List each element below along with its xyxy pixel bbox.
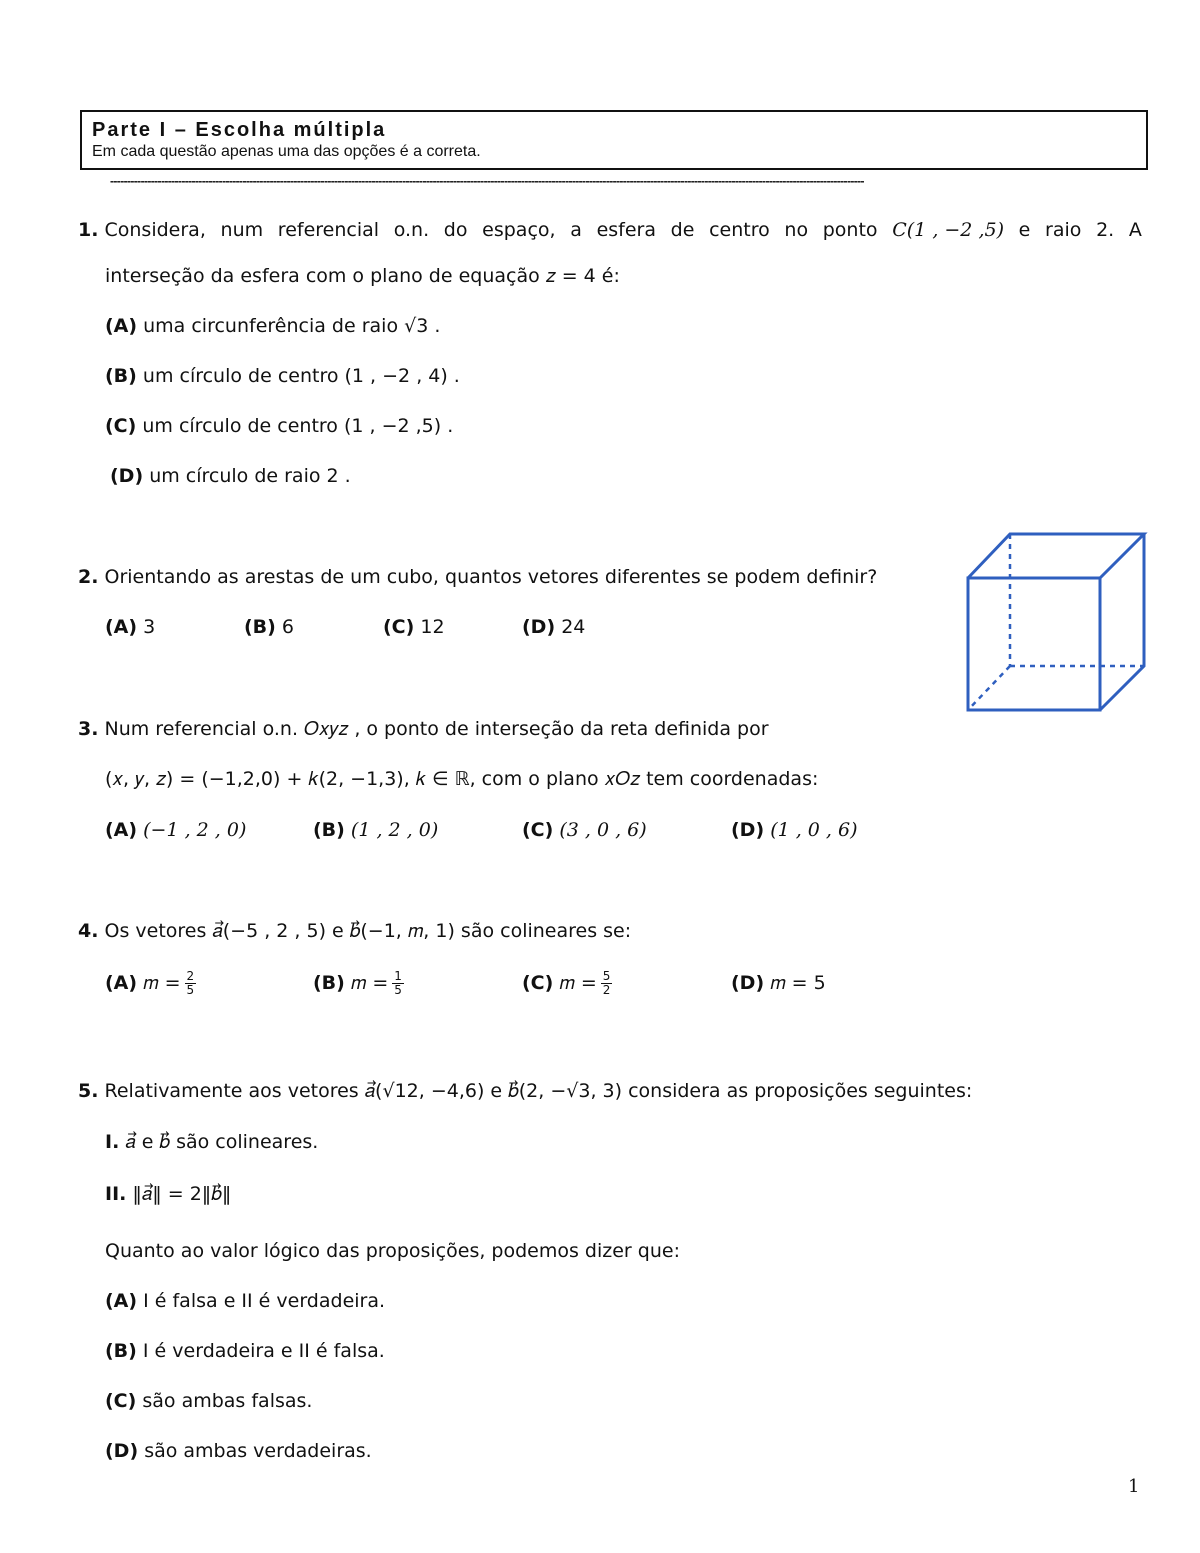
word: num [220,219,264,241]
option-letter: (D) [522,616,556,638]
page-number: 1 [1128,1476,1140,1497]
option-text: 3 [143,616,156,638]
option-text: um círculo de centro (1 , −2 ,5) . [142,415,454,437]
option-text: (1 , 2 , 0) [350,819,439,841]
fraction-denominator: 5 [186,983,195,997]
option-a[interactable] [105,1288,385,1314]
option-letter: (A) [105,315,138,337]
option-d[interactable] [731,817,858,843]
cube-right-edges [1100,534,1144,710]
question-text: Num referencial o.n. 𝑂𝑥𝑦𝑧 , o ponto de interseção da reta definida por [104,718,769,740]
option-text: são ambas falsas. [142,1390,313,1412]
cube-top-edges [968,534,1144,578]
word: esfera [596,219,656,241]
word: Considera, [104,219,206,241]
option-letter: (D) [110,465,144,487]
proposition-text: 𝑎⃗ e 𝑏⃗ são colineares. [125,1131,319,1153]
option-letter: (A) [105,819,138,841]
word: A [1128,219,1142,241]
word: a [570,219,582,241]
option-c[interactable] [105,413,453,439]
question-4-stem [78,918,631,944]
question-5-stem [78,1078,972,1104]
fraction-denominator: 2 [602,983,611,997]
option-text: (3 , 0 , 6) [559,819,647,841]
word: centro [709,219,770,241]
fraction [185,970,197,997]
option-b[interactable] [244,614,294,640]
option-letter: (B) [313,972,345,994]
option-letter: (D) [731,819,765,841]
word: de [670,219,695,241]
option-d[interactable] [731,970,826,996]
option-text: um círculo de raio 2 . [149,465,351,487]
proposition-text: ‖𝑎⃗‖ = 2‖𝑏⃗‖ [132,1183,232,1205]
option-b[interactable] [105,1338,385,1364]
option-text: (−1 , 2 , 0) [143,819,247,841]
proposition-2 [105,1181,231,1207]
proposition-label: I. [105,1131,120,1153]
option-letter: (A) [105,972,138,994]
fraction [601,970,613,997]
question-number: 3. [78,718,99,740]
question-number: 4. [78,920,99,942]
math-point: 𝐶(1 , −2 ,5) [892,219,1004,241]
word: e [1018,219,1031,241]
option-c[interactable] [383,614,445,640]
word: referencial [277,219,380,241]
cube-edges [968,534,1144,710]
question-number: 5. [78,1080,99,1102]
question-1-line-2: interseção da esfera com o plano de equação 𝑧 = 4 é: [105,265,620,287]
word: raio [1045,219,1082,241]
option-lhs: 𝑚 = [143,972,181,994]
option-text: I é falsa e II é verdadeira. [143,1290,386,1312]
proposition-label: II. [105,1183,127,1205]
word: o.n. [393,219,430,241]
option-c[interactable] [522,817,647,843]
option-text: um círculo de centro (1 , −2 , 4) . [142,365,460,387]
option-letter: (C) [105,415,137,437]
option-lhs: 𝑚 = 5 [770,972,826,994]
option-lhs: 𝑚 = [559,972,597,994]
option-letter: (B) [313,819,345,841]
question-5-prompt: Quanto ao valor lógico das proposições, podemos dizer que: [105,1240,680,1262]
proposition-1 [105,1129,318,1155]
option-letter: (A) [105,616,138,638]
question-number: 1. [78,219,99,241]
fraction [392,970,404,997]
option-text: 6 [281,616,294,638]
word: no [784,219,809,241]
word: 2. [1096,219,1115,241]
word: espaço, [482,219,556,241]
word: ponto [822,219,878,241]
option-c[interactable] [105,1388,312,1414]
option-letter: (A) [105,1290,138,1312]
question-text: Orientando as arestas de um cubo, quantos vetores diferentes se podem definir? [104,566,878,588]
question-1-line-1 [78,217,1142,243]
section-header [80,110,1148,170]
option-letter: (C) [522,819,554,841]
fraction-numerator: 2 [186,969,195,983]
option-letter: (C) [522,972,554,994]
option-letter: (C) [383,616,415,638]
option-b[interactable] [313,970,404,997]
section-title: Parte I – Escolha múltipla [92,119,387,141]
option-a[interactable] [105,817,246,843]
question-2-stem [78,564,877,590]
question-text: Relativamente aos vetores 𝑎⃗(√12, −4,6) e 𝑏⃗(2, −√3, 3) considera as proposições seguintes: [104,1080,973,1102]
question-text: Os vetores 𝑎⃗(−5 , 2 , 5) e 𝑏⃗(−1, 𝑚, 1) são colineares se: [104,920,632,942]
option-letter: (D) [105,1440,139,1462]
option-d[interactable] [522,614,585,640]
option-letter: (B) [105,365,137,387]
separator-line: ------------------------------------------------------------------------------------------------------------------------------------------------------------------------------------------------------------------------------ [110,176,864,186]
fraction-numerator: 5 [602,969,611,983]
word: do [443,219,468,241]
option-b[interactable] [313,817,438,843]
option-text: (1 , 0 , 6) [770,819,858,841]
option-letter: (B) [244,616,276,638]
option-a[interactable] [105,614,155,640]
option-d[interactable] [105,1438,372,1464]
cube-illustration [960,528,1150,718]
section-instructions: Em cada questão apenas uma das opções é a correta. [92,143,481,160]
question-number: 2. [78,566,99,588]
option-lhs: 𝑚 = [350,972,389,994]
option-letter: (B) [105,1340,137,1362]
fraction-numerator: 1 [394,969,402,983]
option-b[interactable] [105,363,460,389]
option-d[interactable] [110,463,351,489]
fraction-denominator: 5 [394,983,402,997]
option-c[interactable] [522,970,612,997]
hidden-edge [968,666,1010,710]
question-3-line-2: (𝑥, 𝑦, 𝑧) = (−1,2,0) + 𝑘(2, −1,3), 𝑘 ∈ ℝ, com o plano 𝑥𝑂𝑧 tem coordenadas: [105,768,819,790]
option-text: 24 [561,616,586,638]
option-text: I é verdadeira e II é falsa. [142,1340,385,1362]
question-3-stem [78,716,769,742]
option-letter: (D) [731,972,765,994]
option-text: 12 [420,616,445,638]
option-a[interactable] [105,970,196,997]
option-text: uma circunferência de raio √3 . [143,315,441,337]
option-a[interactable] [105,313,440,339]
option-text: são ambas verdadeiras. [144,1440,372,1462]
option-letter: (C) [105,1390,137,1412]
